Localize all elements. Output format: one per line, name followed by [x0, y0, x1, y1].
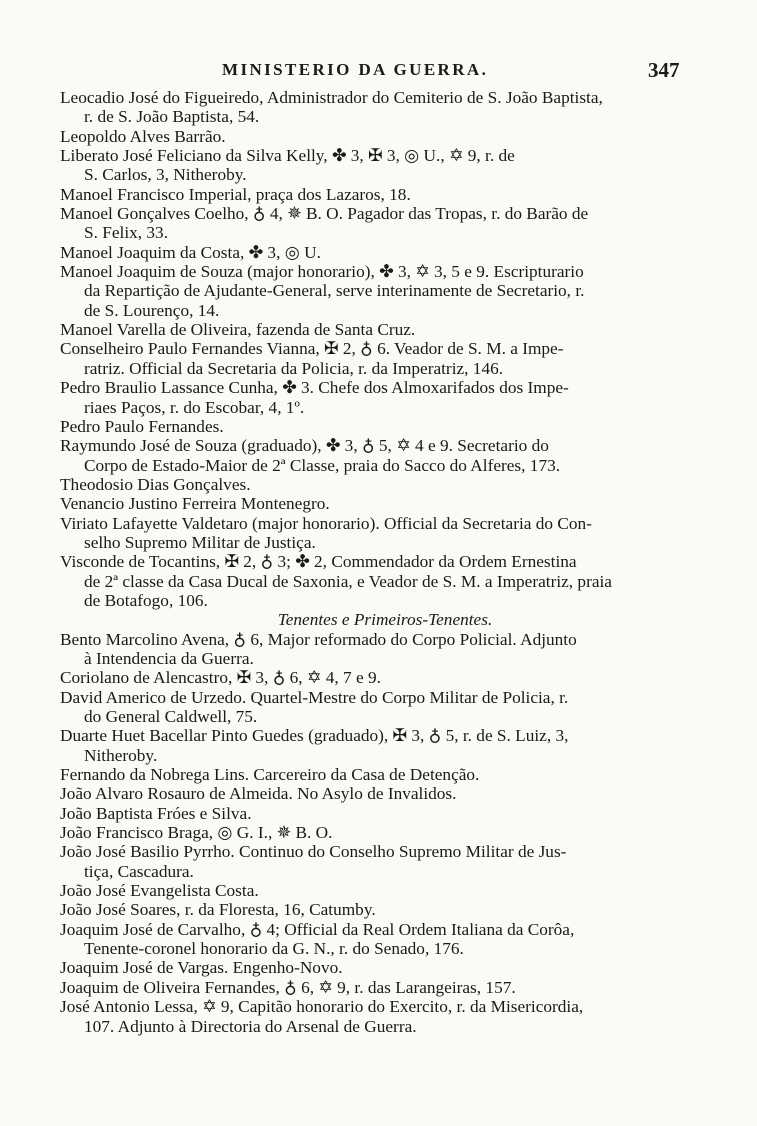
list-entry: João José Basilio Pyrrho. Continuo do Conselho Supremo Militar de Jus- tiça, Cascadura.: [60, 842, 567, 881]
entry-list: [60, 88, 710, 1036]
list-entry: Leopoldo Alves Barrão.: [60, 126, 226, 146]
list-entry: José Antonio Lessa, ✡ 9, Capitão honorario do Exercito, r. da Misericordia, 107. Adjunto à Directoria do Arsenal de Guerra.: [60, 997, 584, 1036]
list-entry: Joaquim de Oliveira Fernandes, ♁ 6, ✡ 9, r. das Larangeiras, 157.: [60, 977, 516, 997]
list-entry: Leocadio José do Figueiredo, Administrador do Cemiterio de S. João Baptista, r. de S. João Baptista, 54.: [60, 88, 603, 127]
list-entry: João Alvaro Rosauro de Almeida. No Asylo de Invalidos.: [60, 784, 457, 804]
list-entry: João Francisco Braga, ◎ G. I., ✵ B. O.: [60, 823, 333, 843]
list-entry: Joaquim José de Carvalho, ♁ 4; Official da Real Ordem Italiana da Corôa, Tenente-coronel honorario da G. N., r. do Senado, 176.: [60, 919, 575, 959]
list-entry: Viriato Lafayette Valdetaro (major honorario). Official da Secretaria do Con- selho Supremo Militar de Justiça.: [60, 513, 592, 552]
list-entry: Fernando da Nobrega Lins. Carcereiro da Casa de Detenção.: [60, 765, 480, 785]
page-number: 347: [648, 58, 680, 82]
list-entry: Manoel Francisco Imperial, praça dos Lazaros, 18.: [60, 184, 411, 204]
page-header: [0, 58, 757, 84]
list-entry: Conselheiro Paulo Fernandes Vianna, ✠ 2, ♁ 6. Veador de S. M. a Impe- ratriz. Official da Secretaria da Policia, r. da Imperatriz, 146.: [60, 339, 564, 378]
list-entry: Manoel Varella de Oliveira, fazenda de Santa Cruz.: [60, 320, 416, 340]
running-title: MINISTERIO DA GUERRA.: [222, 60, 489, 79]
list-entry: Pedro Paulo Fernandes.: [60, 416, 224, 436]
list-entry: Theodosio Dias Gonçalves.: [60, 474, 251, 494]
list-entry: Liberato José Feliciano da Silva Kelly, ✤ 3, ✠ 3, ◎ U., ✡ 9, r. de S. Carlos, 3, Nitheroby.: [60, 146, 515, 185]
list-entry: Bento Marcolino Avena, ♁ 6, Major reformado do Corpo Policial. Adjunto à Intendencia da Guerra.: [60, 629, 577, 668]
list-entry: João José Evangelista Costa.: [60, 881, 259, 901]
list-entry: João Baptista Fróes e Silva.: [60, 803, 252, 823]
list-entry: David Americo de Urzedo. Quartel-Mestre do Corpo Militar de Policia, r. do General Caldwell, 75.: [60, 687, 569, 726]
list-entry: Duarte Huet Bacellar Pinto Guedes (graduado), ✠ 3, ♁ 5, r. de S. Luiz, 3, Nitheroby.: [60, 726, 569, 765]
list-entry: Coriolano de Alencastro, ✠ 3, ♁ 6, ✡ 4, 7 e 9.: [60, 668, 381, 688]
list-entry: Joaquim José de Vargas. Engenho-Novo.: [60, 958, 343, 978]
list-entry: Manoel Joaquim de Souza (major honorario), ✤ 3, ✡ 3, 5 e 9. Escripturario da Repartição de Ajudante-General, serve interinamente de Secretario, r. de S. Lourenço, 14.: [60, 262, 585, 320]
list-entry: Manoel Gonçalves Coelho, ♁ 4, ✵ B. O. Pagador das Tropas, r. do Barão de S. Felix, 33.: [60, 204, 589, 243]
list-entry: João José Soares, r. da Floresta, 16, Catumby.: [60, 900, 376, 920]
list-entry: Visconde de Tocantins, ✠ 2, ♁ 3; ✤ 2, Commendador da Ordem Ernestina de 2ª classe da Casa Ducal de Saxonia, e Veador de S. M. a Imperatriz, praia de Botafogo, 106.: [60, 552, 612, 610]
section-heading: Tenentes e Primeiros-Tenentes.: [277, 610, 493, 630]
list-entry: Raymundo José de Souza (graduado), ✤ 3, ♁ 5, ✡ 4 e 9. Secretario do Corpo de Estado-Maior de 2ª Classe, praia do Sacco do Alferes, 173.: [60, 436, 561, 475]
list-entry: Pedro Braulio Lassance Cunha, ✤ 3. Chefe dos Almoxarifados dos Impe- riaes Paços, r. do Escobar, 4, 1º.: [60, 378, 569, 417]
list-entry: Venancio Justino Ferreira Montenegro.: [60, 494, 330, 514]
list-entry: Manoel Joaquim da Costa, ✤ 3, ◎ U.: [60, 242, 321, 262]
